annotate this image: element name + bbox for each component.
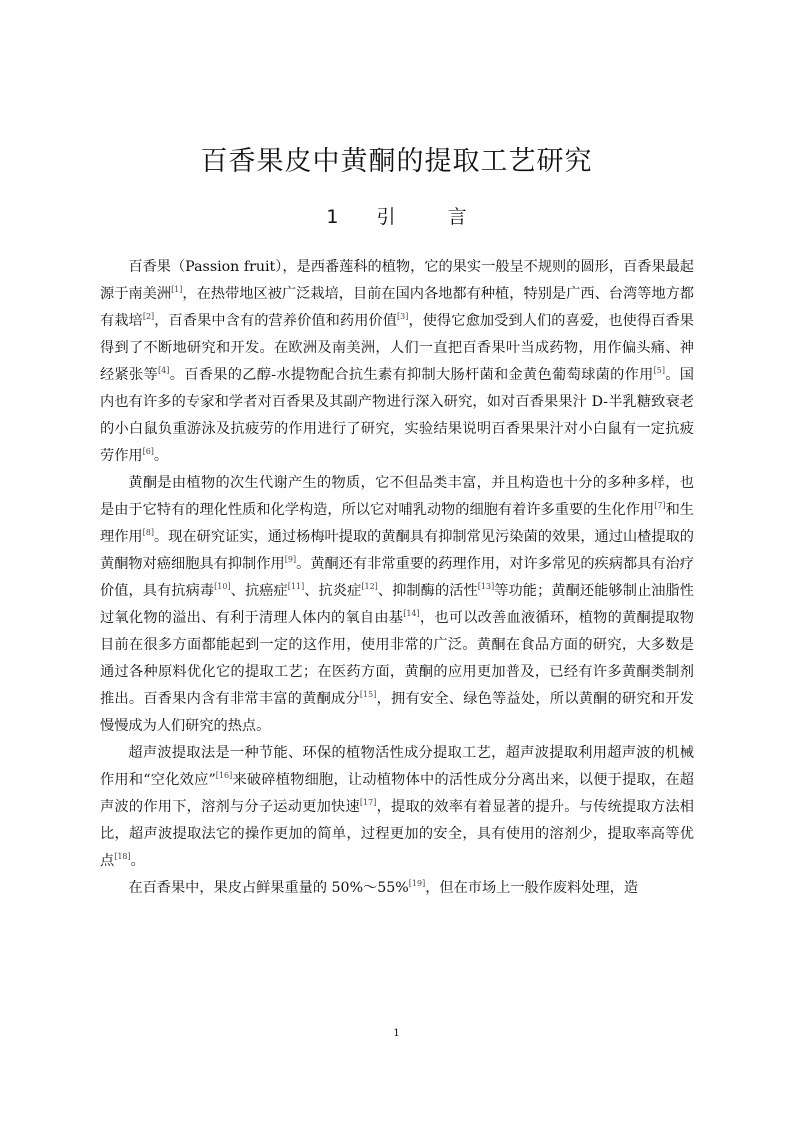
citation-marker: [11]: [287, 582, 305, 591]
citation-marker: [16]: [215, 771, 233, 780]
body-text: [100, 254, 694, 902]
citation-marker: [7]: [654, 501, 666, 510]
citation-marker: [4]: [158, 366, 170, 375]
page-number: 1: [393, 1028, 400, 1039]
text-run: 。: [153, 448, 169, 464]
text-run: 。黄酮还有非常重要的药理作用，对许多常见的疾病都具有治疗价值，具有抗病毒: [100, 556, 694, 599]
text-run: ，提取的效率有着显著的提升。与传统提取方法相比，超声波提取法它的操作更加的简单，过程更加的安全，具有使用的溶剂少，提取率高等优点: [100, 799, 694, 869]
section-heading: [0, 200, 793, 234]
text-run: 、抑制酶的活性: [377, 583, 478, 599]
citation-marker: [19]: [408, 879, 426, 888]
section-name-part-1: 引: [376, 206, 396, 228]
section-name-part-2: 言: [447, 206, 467, 228]
text-run: 和生理作用: [100, 502, 694, 545]
citation-marker: [12]: [361, 582, 378, 591]
text-run: ，拥有安全、绿色等益处，所以黄酮的研究和开发慢慢成为人们研究的热点。: [100, 691, 694, 734]
citation-marker: [3]: [397, 312, 409, 321]
text-run: 。国内也有许多的专家和学者对百香果及其副产物进行深入研究，如对百香果果汁 D-半乳糖致衰老的小白鼠负重游泳及抗疲劳的作用进行了研究，实验结果说明百香果果汁对小白鼠有一定抗疲劳作用: [100, 367, 694, 464]
citation-marker: [10]: [214, 582, 231, 591]
text-run: 在百香果中，果皮占鲜果重量的 50%～55%: [128, 880, 409, 896]
text-run: 、抗癌症: [230, 583, 288, 599]
text-run: 。百香果的乙醇-水提物配合抗生素有抑制大肠杆菌和金黄色葡萄球菌的作用: [169, 367, 654, 383]
text-run: 来破碎植物细胞，让动植物体中的活性成分分离出来，以便于提取，在超声波的作用下，溶剂与分子运动更加快速: [100, 772, 694, 815]
paragraph: [100, 740, 694, 875]
text-run: 、抗炎症: [304, 583, 362, 599]
text-run: ，使得它愈加受到人们的喜爱，也使得百香果得到了不断地研究和开发。在欧洲及南美洲，人们一直把百香果叶当成药物，用作偏头痛、神经紧张等: [100, 313, 694, 383]
document-title: 百香果皮中黄酮的提取工艺研究: [200, 146, 593, 177]
text-run: 超声波提取法是一种节能、环保的植物活性成分提取工艺，超声波提取利用超声波的机械作用和“空化效应”: [100, 745, 694, 788]
text-run: 。现在研究证实，通过杨梅叶提取的黄酮具有抑制常见污染菌的效果，通过山楂提取的黄酮物对癌细胞具有抑制作用: [100, 529, 694, 572]
citation-marker: [5]: [653, 366, 665, 375]
citation-marker: [8]: [142, 528, 154, 537]
text-run: 百香果（Passion fruit），是西番莲科的植物，它的果实一般呈不规则的圆形，百香果最起源于南美洲: [100, 259, 694, 302]
paragraph: [100, 470, 694, 740]
citation-marker: [13]: [477, 582, 495, 591]
citation-marker: [18]: [114, 852, 131, 861]
text-run: 等功能；黄酮还能够制止油脂性过氧化物的溢出、有利于清理人体内的氧自由基: [100, 583, 694, 626]
text-run: ，但在市场上一般作废料处理，造: [425, 880, 639, 896]
citation-marker: [17]: [359, 798, 377, 807]
citation-marker: [2]: [142, 312, 155, 321]
citation-marker: [1]: [171, 285, 183, 294]
citation-marker: [14]: [403, 609, 420, 618]
text-run: ，也可以改善血液循环，植物的黄酮提取物目前在很多方面都能起到一定的这作用，使用非常的广泛。黄酮在食品方面的研究，大多数是通过各种原料优化它的提取工艺；在医药方面，黄酮的应用更加普及，已经有许多黄酮类制剂推出。百香果内含有非常丰富的黄酮成分: [100, 610, 694, 707]
text-run: ，百香果中含有的营养价值和药用价值: [154, 313, 398, 329]
paragraph: [100, 875, 694, 902]
citation-marker: [15]: [359, 690, 377, 699]
citation-marker: [9]: [284, 555, 297, 564]
text-run: 黄酮是由植物的次生代谢产生的物质，它不但品类丰富，并且构造也十分的多种多样，也是由于它特有的理化性质和化学构造，所以它对哺乳动物的细胞有着许多重要的生化作用: [100, 475, 694, 518]
citation-marker: [6]: [142, 447, 154, 456]
text-run: ，在热带地区被广泛栽培，目前在国内各地都有种植，特别是广西、台湾等地方都有栽培: [100, 286, 694, 329]
text-run: 。: [130, 853, 145, 869]
paragraph: [100, 254, 694, 470]
section-number: 1: [326, 206, 339, 228]
